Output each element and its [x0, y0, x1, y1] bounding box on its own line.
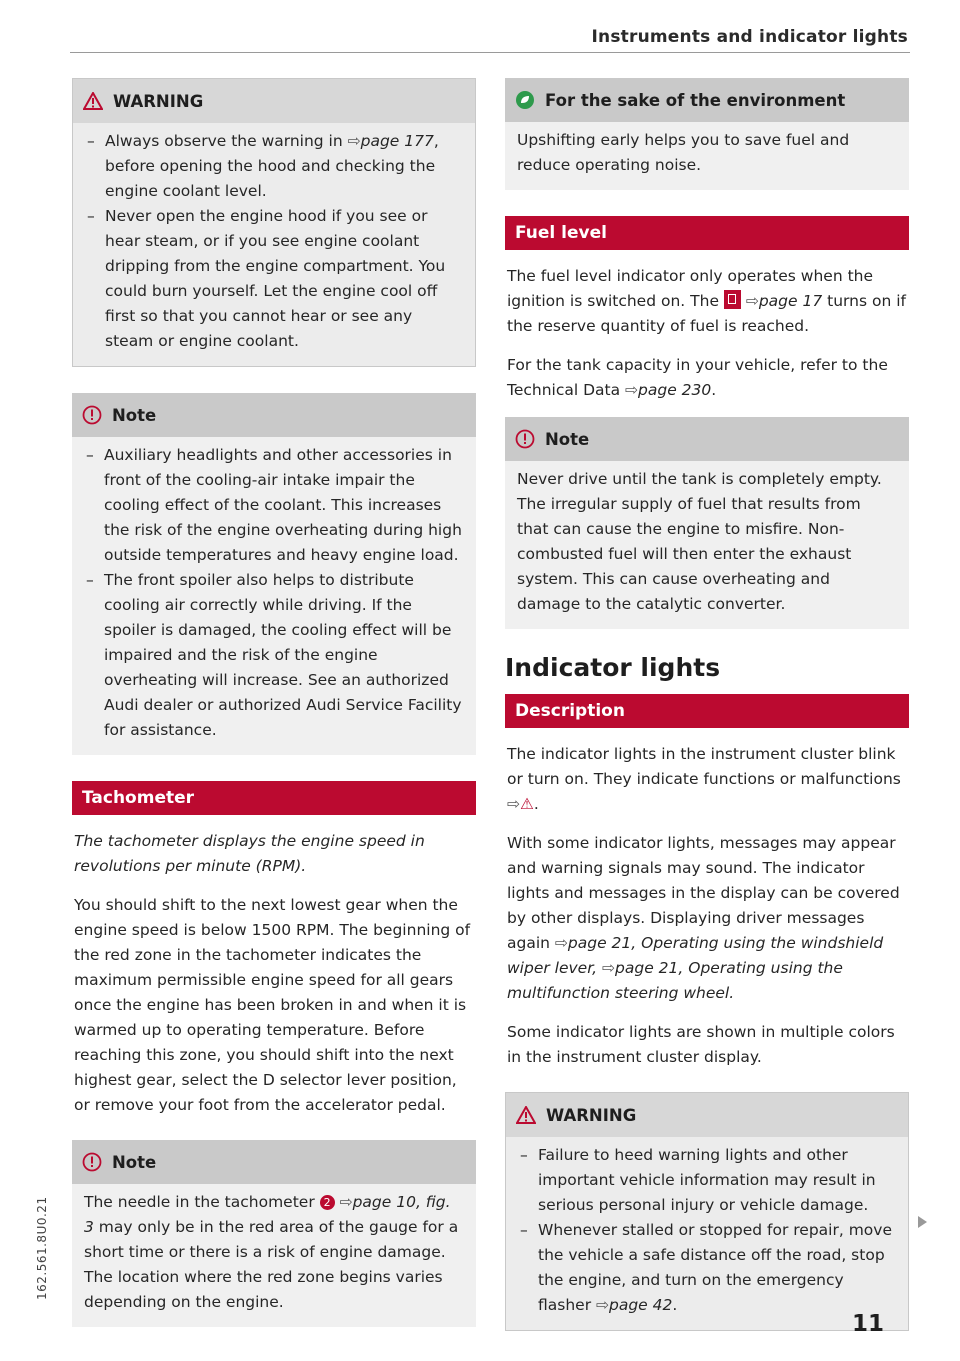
xref-arrow-icon: ⇨ — [596, 1296, 609, 1314]
note-header — [72, 393, 476, 437]
warning-ref-icon[interactable]: ⚠ — [520, 795, 534, 813]
note-title: Note — [112, 1152, 157, 1172]
section-fuel-level: Fuel level — [505, 216, 909, 250]
note-icon — [515, 429, 535, 449]
warning-title: WARNING — [113, 91, 204, 111]
right-column — [505, 78, 909, 1357]
note-title: Note — [545, 429, 590, 449]
warning-item: – Failure to heed warning lights and other important vehicle information may result in serious personal injury or vehicle damage. — [518, 1143, 896, 1218]
description-paragraph: With some indicator lights, messages may appear and warning signals may sound. The indicator lights and messages in the display can be covered by other displays. Displaying driver messages again ⇨page 21, Operating using the windshield wiper lever, ⇨page 21, Operating using the multifunction steering wheel. — [507, 834, 900, 1002]
note-text: The needle in the tachometer 2 ⇨page 10, fig. 3 may only be in the red area of the gauge for a short time or there is a risk of engine damage. The location where the red zone begins varies depending on the engine. — [84, 1193, 459, 1311]
warning-box — [505, 1092, 909, 1331]
description-paragraph: The indicator lights in the instrument cluster blink or turn on. They indicate functions or malfunctions ⇨⚠. — [507, 745, 901, 813]
callout-marker: 2 — [320, 1195, 335, 1210]
environment-header — [505, 78, 909, 122]
xref-arrow-icon: ⇨ — [554, 934, 568, 952]
page-link[interactable]: page 42 — [609, 1296, 673, 1314]
tachometer-lead: The tachometer displays the engine speed in revolutions per minute (RPM). — [74, 832, 425, 875]
note-icon — [82, 405, 102, 425]
note-icon — [82, 1152, 102, 1172]
fuel-pump-icon — [724, 290, 741, 309]
xref-arrow-icon: ⇨ — [507, 795, 520, 813]
note-box — [505, 417, 909, 629]
header-rule — [70, 52, 910, 53]
section-tachometer: Tachometer — [72, 781, 476, 815]
warning-triangle-icon — [83, 92, 103, 110]
environment-box — [505, 78, 909, 190]
fuel-paragraph: For the tank capacity in your vehicle, refer to the Technical Data ⇨page 230. — [507, 356, 888, 399]
note-item: – Auxiliary headlights and other accessories in front of the cooling-air intake impair the cooling effect of the coolant. This increases the risk of the engine overheating during high outside temperatures and heavy engine load. — [84, 443, 464, 568]
warning-title: WARNING — [546, 1105, 637, 1125]
warning-box — [72, 78, 476, 367]
warning-item: – Always observe the warning in ⇨page 177, before opening the hood and checking the engine coolant level. — [85, 129, 463, 204]
page-link[interactable]: page 21, Operating using the windshield wiper lever, — [507, 934, 884, 977]
note-header — [72, 1140, 476, 1184]
page-number: 11 — [852, 1311, 885, 1337]
page-link[interactable]: page 10, fig. 3 — [84, 1193, 451, 1236]
warning-header — [73, 79, 475, 123]
document-code: 162.561.8U0.21 — [35, 1196, 49, 1300]
running-title: Instruments and indicator lights — [591, 27, 908, 47]
fuel-paragraph: The fuel level indicator only operates when the ignition is switched on. The ⇨page 17 turns on if the reserve quantity of fuel is reached. — [507, 267, 906, 335]
warning-triangle-icon — [516, 1106, 536, 1124]
left-column — [72, 78, 476, 1353]
environment-title: For the sake of the environment — [545, 90, 846, 110]
description-paragraph: Some indicator lights are shown in multiple colors in the instrument cluster display. — [507, 1023, 895, 1066]
environment-text: Upshifting early helps you to save fuel and reduce operating noise. — [517, 131, 850, 174]
note-text: Never drive until the tank is completely empty. The irregular supply of fuel that results from that can cause the engine to misfire. Non-combusted fuel will then enter the exhaust system. This can cause overheating and damage to the catalytic converter. — [517, 470, 882, 613]
xref-arrow-icon: ⇨ — [745, 292, 759, 310]
warning-item: – Never open the engine hood if you see or hear steam, or if you see engine coolant dripping from the engine compartment. You could burn yourself. Let the engine cool off first so that you cannot hear or see any steam or engine coolant. — [85, 204, 463, 354]
xref-arrow-icon: ⇨ — [602, 959, 616, 977]
continue-arrow-icon — [918, 1216, 927, 1228]
warning-item: – Whenever stalled or stopped for repair, move the vehicle a safe distance off the road, stop the engine, and turn on the emergency flasher ⇨page 42. — [518, 1218, 896, 1318]
xref-arrow-icon: ⇨ — [339, 1193, 353, 1211]
xref-arrow-icon: ⇨ — [347, 132, 361, 150]
tachometer-body: You should shift to the next lowest gear when the engine speed is below 1500 RPM. The beginning of the red zone in the tachometer indicates the maximum permissible engine speed for all gears once the engine has been broken in and when it is warmed up to operating temperature. Before reaching this zone, you should shift into the next highest gear, select the D selector lever position, or remove your foot from the accelerator pedal. — [74, 896, 471, 1114]
note-title: Note — [112, 405, 157, 425]
page-link[interactable]: page 17 — [758, 292, 823, 310]
note-item: – The front spoiler also helps to distribute cooling air correctly while driving. If the spoiler is damaged, the cooling effect will be impaired and the risk of the engine overheating will increase. See an authorized Audi dealer or authorized Audi Service Facility for assistance. — [84, 568, 464, 743]
warning-header — [506, 1093, 908, 1137]
note-box — [72, 393, 476, 755]
section-description: Description — [505, 694, 909, 728]
leaf-icon — [515, 90, 535, 110]
xref-arrow-icon: ⇨ — [625, 381, 639, 399]
note-header — [505, 417, 909, 461]
page-link[interactable]: page 177 — [360, 132, 434, 150]
page-link[interactable]: page 230 — [638, 381, 712, 399]
note-box — [72, 1140, 476, 1327]
heading-indicator-lights: Indicator lights — [505, 653, 721, 682]
page-link[interactable]: page 21, Operating using the multifunction steering wheel. — [507, 959, 843, 1002]
